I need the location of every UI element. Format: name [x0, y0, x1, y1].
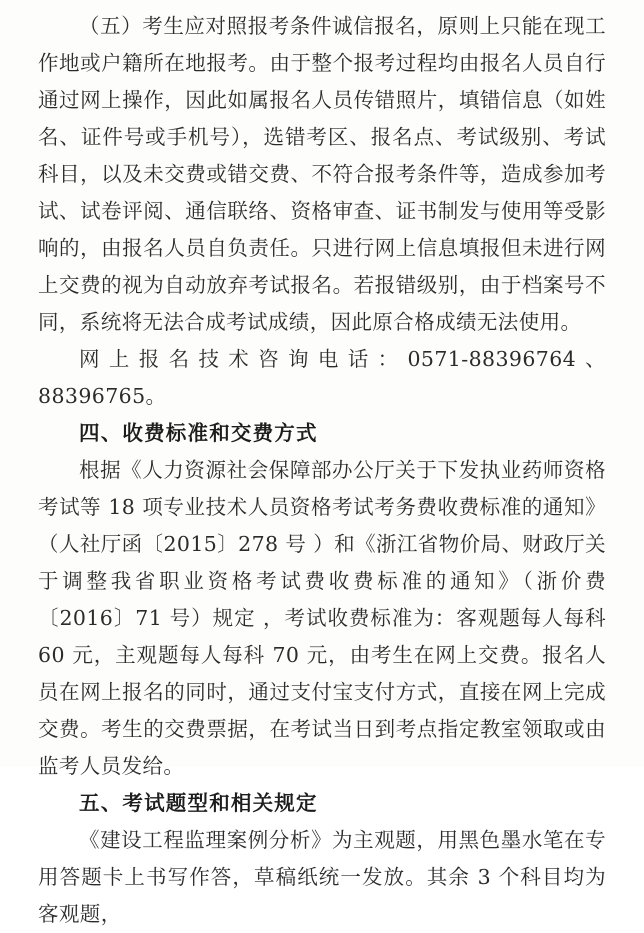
paragraph-fee-standards-detail: 根据《人力资源社会保障部办公厅关于下发执业药师资格考试等 18 项专业技术人员资格考试考务费收费标准的通知》（人社厅函〔2015〕278 号 ）和《浙江省物价局、财政厅关于调整我省职业资格考试费收费标准的通知》（浙价费〔2016〕71 号）规定 ，考试收费标准为：客观题每人每科 60 元，主观题每人每科 70 元，由考生在网上交费。报名人员在网上报名的同时，通过支付宝支付方式，直接在网上完成交费。考生的交费票据，在考试当日到考点指定教室领取或由监考人员发给。	[38, 458, 606, 778]
document-text-column	[38, 8, 606, 933]
section-heading-exam-format: 五、考试题型和相关规定	[79, 791, 318, 815]
paragraph-item-five: （五）考生应对照报考条件诚信报名，原则上只能在现工作地或户籍所在地报考。由于整个报考过程均由报名人员自行通过网上操作，因此如属报名人员传错照片，填错信息（如姓名、证件号或手机号），选错考区、报名点、考试级别、考试科目，以及未交费或错交费、不符合报考条件等，造成参加考试、试卷评阅、通信联络、资格审查、证书制发与使用等受影响的，由报名人员自负责任。只进行网上信息填报但未进行网上交费的视为自动放弃考试报名。若报错级别，由于档案号不同，系统将无法合成考试成绩，因此原合格成绩无法使用。	[38, 14, 606, 334]
paragraph-registration-hotline: 网上报名技术咨询电话：0571-88396764、88396765。	[38, 347, 606, 408]
paragraph-exam-format-detail: 《建设工程监理案例分析》为主观题，用黑色墨水笔在专用答题卡上书写作答，草稿纸统一发放。其余 3 个科目均为客观题，	[38, 828, 606, 926]
section-heading-fee-standards: 四、收费标准和交费方式	[79, 421, 318, 445]
